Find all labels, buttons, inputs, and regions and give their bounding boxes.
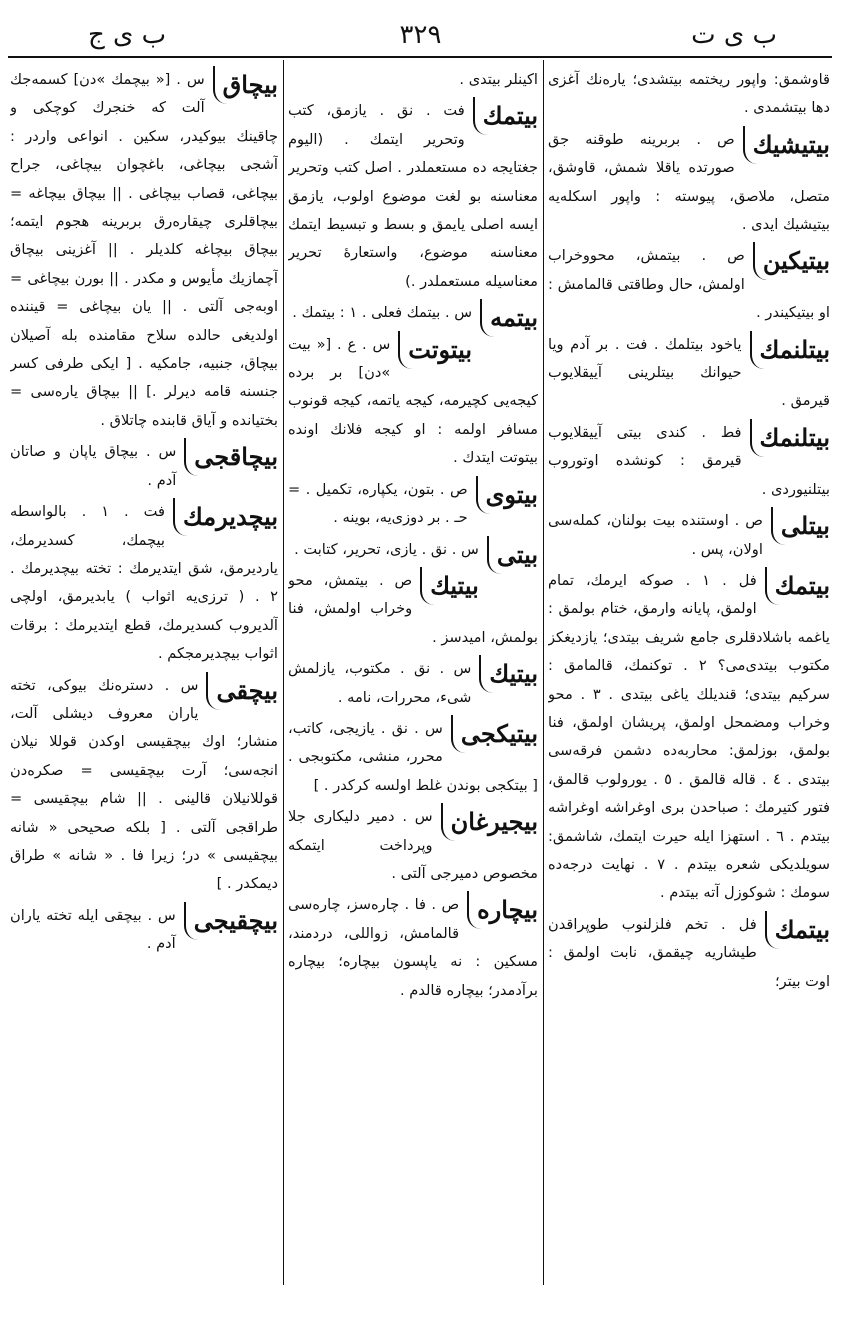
entry-headword: بیتوتت <box>398 331 472 369</box>
dictionary-entry <box>548 126 830 240</box>
dictionary-entry <box>10 66 278 435</box>
entry-headword: بیتی <box>487 536 538 574</box>
entry-definition: ص . بیتمش، محو وخراب اولمش، فنا بولمش، امیدسز . <box>288 571 538 646</box>
entry-definition: قاوشمق: واپور ریختمه بیتشدی؛ یاره‌نك آغزی دها بیتشمدی . <box>548 71 830 117</box>
dictionary-entry <box>288 891 538 1005</box>
header-rule <box>8 56 832 58</box>
dictionary-entry <box>288 655 538 712</box>
dictionary-entry <box>288 715 538 800</box>
column-divider-left <box>283 60 284 1285</box>
entry-definition: فل . تخم فلزلنوب طوپراقدن طیشاریه چیقمق، نابت اولمق : اوت بیتر؛ <box>548 915 830 990</box>
dictionary-entry <box>548 66 830 123</box>
entry-definition: س . نق . یازی، تحریر، کتابت . <box>294 540 479 558</box>
dictionary-entry <box>288 536 538 569</box>
entry-definition: س . نق . مکتوب، یازلمش شیء، محررات، نامه . <box>288 660 472 706</box>
column-middle <box>288 66 538 1286</box>
column-divider-right <box>543 60 544 1285</box>
entry-headword: بیتمه <box>480 299 538 337</box>
entry-headword: بیتیشیك <box>743 126 830 164</box>
entry-headword: بیتمك <box>765 567 830 605</box>
dictionary-entry <box>288 803 538 888</box>
entry-definition: فت . نق . یازمق، کتب وتحریر ایتمك . (الیوم جغتایجه ده مستعملدر . اصل کتب وتحریر معناسنه بو لغت موضوع اولوب، یازمق ایسه اصلی یایمق و بسط و تبسیط ایتمك معناسنه موضوع، واستعارهٔ تحریر معناسیله مستعملدر .) <box>288 102 538 290</box>
dictionary-entry <box>288 66 538 94</box>
dictionary-entry <box>10 498 278 668</box>
entry-headword: بیتیکجی <box>451 715 538 753</box>
entry-definition: س . بیتمك فعلی . ١ : بیتمك . <box>292 304 473 322</box>
entry-headword: بیتلی <box>771 507 830 545</box>
dictionary-entry <box>548 242 830 327</box>
dictionary-entry <box>288 331 538 473</box>
dictionary-entry <box>548 507 830 564</box>
entry-headword: بیتلنمك <box>750 419 830 457</box>
entry-headword: بیچدیرمك <box>173 498 278 536</box>
entry-definition: ص . بتون، یکپاره، تکمیل . = حـ . بر دوزی‌یه، بوینه . <box>288 480 468 527</box>
entry-headword: بیجیرغان <box>441 803 538 841</box>
dictionary-entry <box>548 331 830 416</box>
entry-headword: بیتلنمك <box>750 331 830 369</box>
entry-definition: س . ع . [« بیت »دن] بر برده کیجه‌یی کچیرمه، کیجه یاتمه، کیجه قونوب مسافر اولمه : او کیجه فلانك اونده بیتوتت ایتدك . <box>288 335 538 467</box>
page-header <box>0 0 841 56</box>
entry-definition: س . دستره‌نك بیوکی، تخته یاران معروف دیشلی آلت، منشار؛ اوك بیچقیسی اوکدن قوللا نیلان انجه‌سی؛ آرت بیچقیسی = صکره‌دن قوللانیلان قالینی . || شام بیچقیسی = طراقجی آلتی . [ بلکه صحیحی « شانه بیچقیسی » در؛ زیرا فا . « شانه » طراق دیمکدر . ] <box>10 676 278 893</box>
column-left <box>10 66 278 1286</box>
entry-headword: بیتوی <box>476 476 538 514</box>
entry-definition: ص . اوستنده بیت بولنان، کمله‌سی اولان، پس . <box>548 512 763 558</box>
entry-headword: بیچقی <box>206 672 278 710</box>
entry-headword: بیتیكین <box>753 242 830 280</box>
entry-definition: اکینلر بیتدی . <box>459 71 538 88</box>
entry-definition: ص . فا . چاره‌سز، چاره‌سی قالمامش، زواللی، دردمند، مسکین : نه یاپسون بیچاره؛ بیچاره برآدمدر؛ بیچاره قالدم . <box>288 896 538 999</box>
entry-definition: س . دمیر دلیکاری جلا وپرداخت ایتمکه مخصوص دمیرجی آلتی . <box>288 808 538 882</box>
dictionary-entry <box>548 567 830 908</box>
header-letters-left: ب ى ج <box>88 20 167 50</box>
dictionary-entry <box>288 476 538 533</box>
page-number: ٣٢٩ <box>399 20 442 50</box>
entry-headword: بیچاق <box>213 66 278 104</box>
dictionary-entry <box>10 438 278 495</box>
entry-definition: فط . کندی بیتی آییقلایوب قیرمق : کونشده اوتوروب بیتلنیوردی . <box>548 423 830 498</box>
dictionary-entry <box>288 567 538 652</box>
dictionary-entry <box>548 419 830 504</box>
dictionary-entry <box>288 97 538 296</box>
entry-headword: بیچقیجی <box>184 902 278 940</box>
dictionary-entry <box>548 911 830 996</box>
entry-definition: س . بیچاق یاپان و صاتان آدم . <box>10 443 177 489</box>
entry-headword: بیتمك <box>765 911 830 949</box>
entry-headword: بیچاقجی <box>184 438 278 476</box>
dictionary-entry <box>288 299 538 333</box>
entry-definition: س . نق . یازیجی، کاتب، محرر، منشی، مکتوبجی . [ بیتکجی بوندن غلط اولسه کرکدر . ] <box>288 719 538 794</box>
entry-definition: س . بیچقی ایله تخته یاران آدم . <box>10 906 176 953</box>
entry-definition: یاخود بیتلمك . فت . بر آدم ویا حیوانك بیتلرینی آییقلایوب قیرمق . <box>548 335 830 410</box>
entry-definition: فل . ١ . صوکه ایرمك، تمام اولمق، پایانه وارمق، ختام بولمق : یاغمه باشلادقلری جامع شریف بیتدی؛ یازدیغکز مکتوب بیتدی‌می؟ ٢ . توکنمك، قالمامق : سرکیم بیتدی؛ قندیلك یاغی بیتدی . ٣ . محو وخراب ومضمحل اولمق، پریشان اولمق، فنا بولمق، بوزلمق: محاربه‌ده دشمن فرقه‌سی بیتدی . ٤ . قاله قالمق . ٥ . یورولوب قالمق، فتور کتیرمك : صباحدن بری اوغراشه اوغراشه بیتدم . ٦ . استهزا ایله حیرت ایتمك، شاشمق: سویلدیکی شعره بیتدم . ٧ . نهایت درجه‌ده سومك : شوکوزل آته بیتدم . <box>548 571 830 902</box>
dictionary-entry <box>10 902 278 959</box>
entry-headword: بیتیك <box>479 655 538 693</box>
entry-definition: فت . ١ . بالواسطه بیچمك، کسدیرمك، یاردیرمق، شق ایتدیرمك : تخته بیچدیرمك . ٢ . ( ترزی‌یه اثواب ) یابدیرمق، اولچی آلدیروب کسدیرمك، قطع ایتدیرمك : برقات اثواب بیچدیرمجکم . <box>10 503 278 663</box>
entry-headword: بیتمك <box>473 97 538 135</box>
entry-headword: بیتیك <box>420 567 479 605</box>
entry-definition: ص . بیتمش، محووخراب اولمش، حال وطاقتی قالمامش : او بیتیکیندر . <box>548 247 830 322</box>
header-letters-right: ب ى ت <box>691 20 777 50</box>
entry-definition: ص . بربرینه طوقنه جق صورتده یاقلا شمش، قاوشق، متصل، ملاصق، پیوسته : واپور اسکله‌یه بیتیشیك ایدی . <box>548 130 830 234</box>
column-right <box>548 66 830 1286</box>
dictionary-entry <box>10 672 278 899</box>
entry-definition: س . [« بیچمك »دن] کسمه‌جك آلت که خنجرك کوچکی و چاقینك بیوکیدر، سکین . انواعی واردر : آشجی بیچاغی، باغچوان بیچاغی، جراح بیچاغی، قصاب بیچاغی . || بیچاق بیچاغه = بیچاقلری چیقاره‌رق بربرینه هجوم ایتمه؛ بیچاق بیچاغه کلدیلر . || آغزینی بیچاق آچمازیك مأیوس و مکدر . || بورن بیچاغی = اوبه‌جی آلتی . || یان بیچاغی = قیننده اولدیغی حالده سلاح مقامنده بله آصیلان بیچاق، جنبیه، جامکیه . [ ایکی طرفی کسر جنسنه قامه دیرلر .] || بیچاق یاره‌سی = بختیانده و آیاق قابنده چاتلاق . <box>10 71 278 429</box>
entry-headword: بیچاره <box>467 891 538 929</box>
